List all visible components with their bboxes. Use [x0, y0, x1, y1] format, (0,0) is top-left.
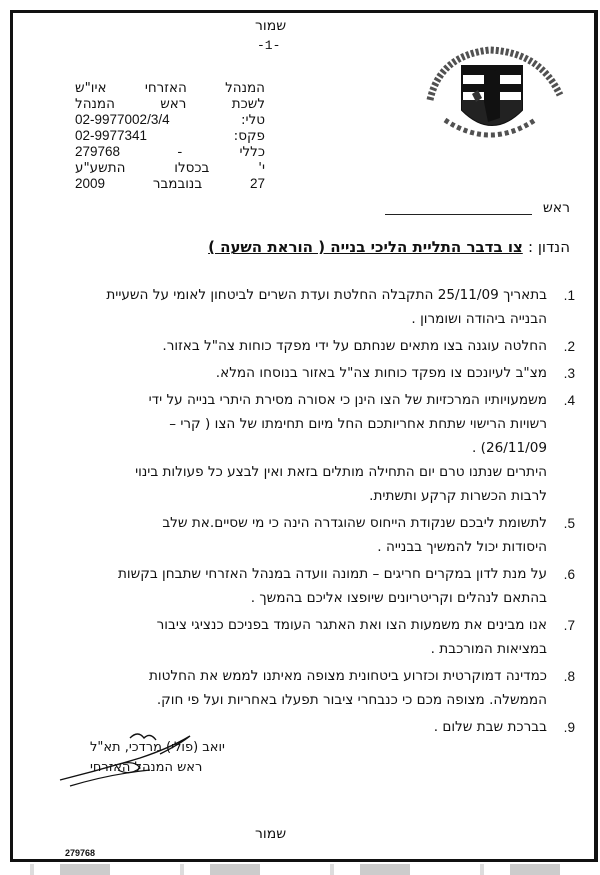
signatory-title: ראש המנהל האזרחי: [90, 760, 203, 775]
shield-emblem-icon: [410, 40, 575, 140]
addressee-label: ראש: [542, 200, 570, 216]
sender-header: [75, 80, 265, 192]
list-item: 8. כמדינה דמוקרטית וכזרוע ביטחונית מצופה מאיתנו לממש את החלטות הממשלה. מצופה מכם כי כנבחרי ציבור תפעלו באחריות ועל פי חוק.: [148, 668, 575, 708]
header-row: לשכת ראש המנהל: [75, 96, 265, 112]
subject-title: צו בדבר התליית הליכי בנייה ( הוראת השעה ): [208, 238, 523, 256]
header-row-hebrew-date: י' בכסלו התשע"ע: [75, 160, 265, 176]
list-item: 6. על מנת לדון במקרים חריגים – תמונה וועדה במנהל האזרחי שתבחן בקשות בהתאם לנהלים וקריטריונים שיופצו אליכם בהמשך .: [117, 566, 575, 606]
civil-administration-logo: [410, 40, 575, 140]
list-item: 7. אנו מבינים את משמעות הצו ואת האתגר העומד בפניכם כנציגי ציבור במציאות המורכבת .: [156, 617, 575, 657]
subject-prefix: הנדון :: [528, 238, 570, 256]
subject-line: [110, 238, 570, 256]
list-item: 5. לתשומת ליבכם שנקודת הייחוס שהוגדרה הינה כי מי שסיים.את שלב היסודות יכול להמשיך בבנייה .: [162, 515, 575, 555]
fax-number: 02-9977341: [75, 128, 148, 143]
header-row-phone: טלי: 02-9977002/3/4: [75, 112, 265, 128]
signatory-name: יואב (פולי) מרדכי, תא"ל: [90, 740, 225, 755]
list-item: 1. בתאריך 25/11/09 התקבלה החלטת ועדת השרים לביטחון לאומי על השעיית הבנייה ביהודה ושומרון .: [106, 287, 575, 327]
header-row-date: 27 בנובמבר 2009: [75, 176, 265, 192]
scan-artifact: [0, 864, 600, 875]
list-item: 3. מצ"ב לעיונכם צו מפקד כוחות צה"ל באזור בנוסחו המלא.: [215, 365, 575, 381]
header-row: המנהל האזרחי איו"ש: [75, 80, 265, 96]
classification-bottom: שמור: [255, 826, 287, 842]
numbered-list: [55, 284, 575, 743]
phone-number: 02-9977002/3/4: [75, 112, 170, 127]
header-row-ref: כללי - 279768: [75, 144, 265, 160]
page-number: -1-: [257, 38, 281, 53]
document-id: 279768: [65, 848, 96, 858]
list-item: 2. החלטה עוגנה בצו מתאים שנחתם על ידי מפקד כוחות צה"ל באזור.: [162, 338, 575, 354]
addressee-line: [385, 200, 570, 218]
list-item: 9. בברכת שבת שלום .: [433, 719, 575, 735]
classification-top: שמור: [255, 18, 287, 34]
addressee-blank: [385, 214, 532, 215]
list-item: 4. משמעויותיו המרכזיות של הצו הינן כי אסורה מסירת היתרי בנייה על ידי רשויות הרישוי שתחת אחריותכם החל מיום תחימתו של הצו ( קרי – 26/11/09) . היתרים שנתנו טרם יום התחילה מותלים בזאת ואין לבצע כל פעולות בינוי לרבות הכשרות קרקע ותשתית.: [135, 392, 575, 504]
header-row-fax: פקס: 02-9977341: [75, 128, 265, 144]
reference-number: 279768: [75, 144, 121, 159]
